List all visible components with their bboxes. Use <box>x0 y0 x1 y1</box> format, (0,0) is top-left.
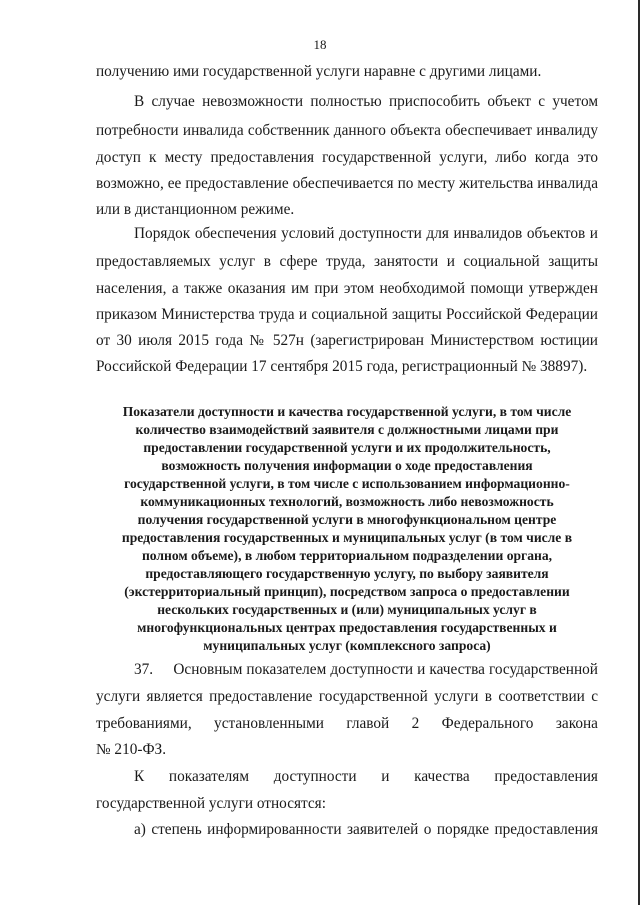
heading-line: предоставляющего государственную услугу, по выбору заявителя <box>145 566 549 581</box>
word: 2 <box>411 715 420 732</box>
heading-line: предоставлении государственной услуги и их продолжительность, <box>143 440 551 455</box>
indicators-spread-line <box>134 767 598 787</box>
word: установленными <box>214 715 324 732</box>
item-37-line: № 210-ФЗ. <box>96 741 167 758</box>
heading-line: количество взаимодействий заявителя с должностными лицами при <box>135 422 559 437</box>
heading-line: нескольких государственных и (или) муниципальных услуг в <box>157 602 537 617</box>
heading-line: муниципальных услуг (комплексного запроса) <box>203 638 491 653</box>
item-37-line: услуги является предоставление государственной услуги в соответствии с <box>96 688 598 705</box>
word: К <box>134 768 145 785</box>
indicators-line: государственной услуги относятся: <box>96 795 326 812</box>
paragraph-line: приказом Министерства труда и социальной защиты Российской Федерации <box>96 306 598 323</box>
paragraph-line: или в дистанционном режиме. <box>96 201 295 218</box>
word: качества <box>414 768 470 785</box>
word: доступности <box>273 768 357 785</box>
paragraph-line: предоставляемых услуг в сфере труда, занятости и социальной защиты <box>96 253 598 270</box>
paragraph-line: от 30 июля 2015 года № 527н (зарегистрирован Министерством юстиции <box>96 332 598 349</box>
item-a-line: а) степень информированности заявителей о порядке предоставления <box>134 821 598 838</box>
paragraph-line: Российской Федерации 17 сентября 2015 года, регистрационный № 38897). <box>96 358 588 375</box>
paragraph-line: возможно, ее предоставление обеспечивается по месту жительства инвалида <box>96 175 598 192</box>
heading-line: (экстерриториальный принцип), посредством запроса о предоставлении <box>124 584 570 599</box>
heading-line: возможность получения информации о ходе предоставления <box>161 458 533 473</box>
item-37-spread-line <box>96 714 598 734</box>
paragraph-line: населения, а также оказания им при этом необходимой помощи утвержден <box>96 280 598 297</box>
word: и <box>381 768 390 785</box>
paragraph-line: Порядок обеспечения условий доступности для инвалидов объектов и <box>134 225 598 242</box>
heading-line: полном объеме), в любом территориальном подразделении органа, <box>141 548 553 563</box>
page-number: 18 <box>313 37 327 52</box>
paragraph-line: В случае невозможности полностью приспособить объект с учетом <box>134 93 598 110</box>
paragraph-line: потребности инвалида собственник данного объекта обеспечивает инвалиду <box>96 122 598 139</box>
word: показателям <box>168 768 250 785</box>
heading-line: коммуникационных технологий, возможность либо невозможность <box>140 494 554 509</box>
paragraph-line: получению ими государственной услуги наравне с другими лицами. <box>96 63 542 80</box>
heading-line: получения государственной услуги в многофункциональном центре <box>137 512 557 527</box>
word: главой <box>346 715 390 732</box>
heading-line: государственной услуги, в том числе с использованием информационно- <box>124 476 570 491</box>
word: закона <box>555 715 598 732</box>
heading-line: Показатели доступности и качества государственной услуги, в том числе <box>122 404 572 419</box>
word: предоставления <box>494 768 598 785</box>
item-37-line: 37. Основным показателем доступности и качества государственной <box>134 661 598 678</box>
word: требованиями, <box>96 715 192 732</box>
word: Федерального <box>441 715 534 732</box>
heading-line: многофункциональных центрах предоставления государственных и <box>137 620 557 635</box>
paragraph-line: доступ к месту предоставления государственной услуги, либо когда это <box>96 149 598 166</box>
heading-line: предоставления государственных и муниципальных услуг (в том числе в <box>121 530 573 545</box>
